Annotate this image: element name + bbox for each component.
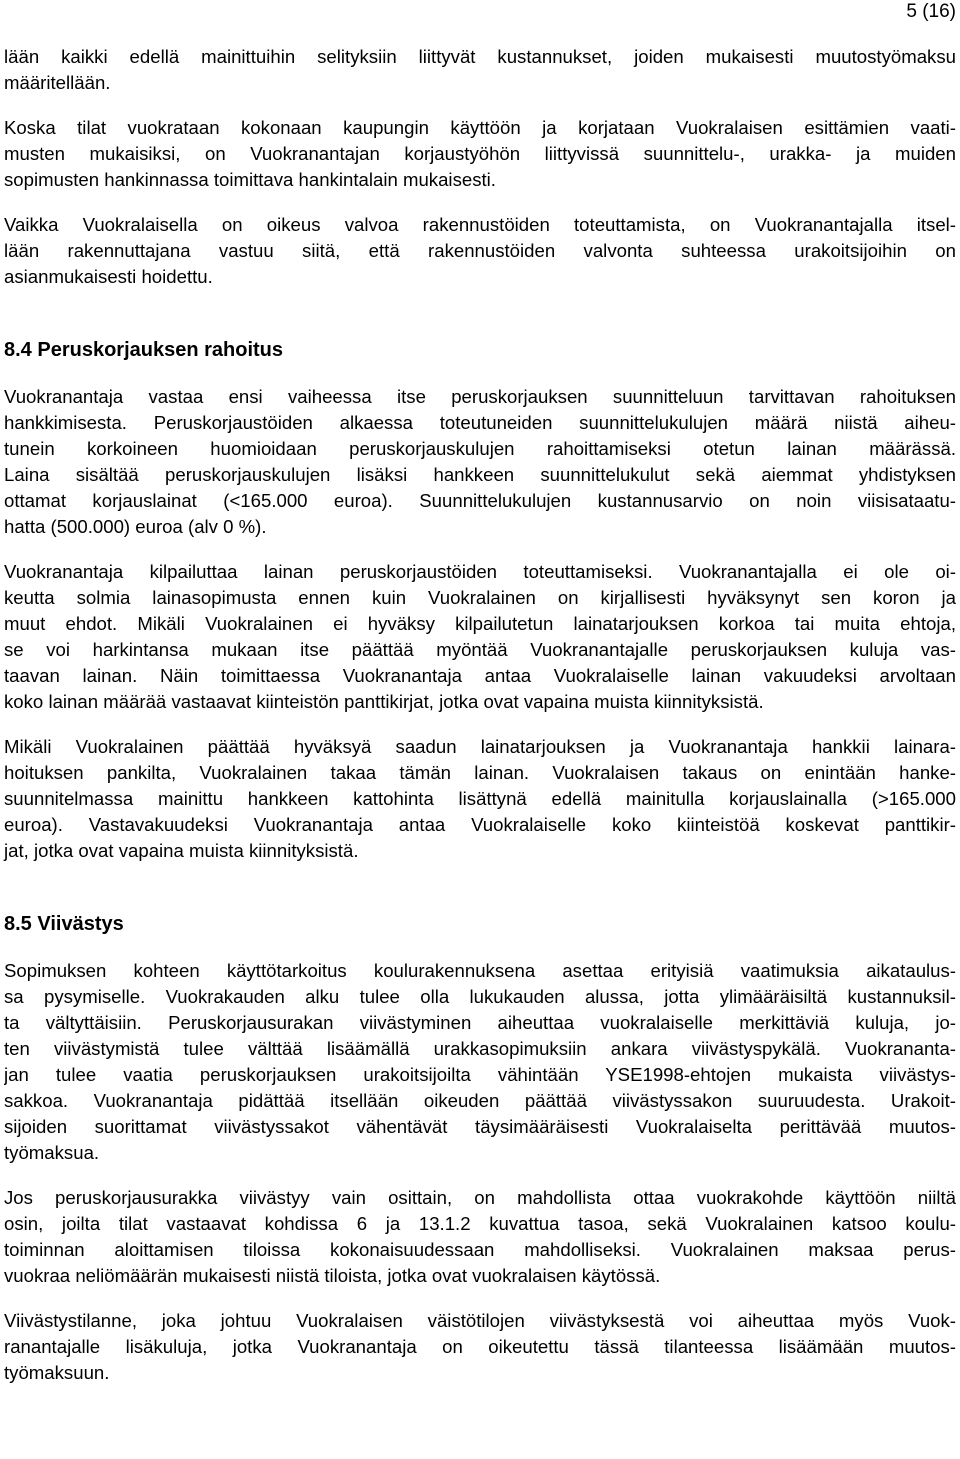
text-line: Vuokranantaja vastaa ensi vaiheessa itse peruskorjauksen suunnitteluun tarvittavan rahoituksen xyxy=(4,386,956,407)
paragraph-koska xyxy=(4,115,956,193)
text-line: lään kaikki edellä mainittuihin selityksiin liittyvät kustannukset, joiden mukaisesti muutostyömaksu xyxy=(4,46,956,67)
text-line: euroa). Vastavakuudeksi Vuokranantaja antaa Vuokralaiselle koko kiinteistöä koskevat panttikir- xyxy=(4,814,956,835)
text-line: osin, joilta tilat vastaavat kohdissa 6 ja 13.1.2 kuvattua tasoa, sekä Vuokralainen katsoo koulu- xyxy=(4,1213,956,1234)
intro-paragraph xyxy=(4,44,956,96)
paragraph-rahoitus-1 xyxy=(4,384,956,540)
text-line: Sopimuksen kohteen käyttötarkoitus koulurakennuksena asettaa erityisiä vaatimuksia aikataulus- xyxy=(4,960,956,981)
text-line: Koska tilat vuokrataan kokonaan kaupungin käyttöön ja korjataan Vuokralaisen esittämien vaati- xyxy=(4,117,956,138)
section-heading-8-5: 8.5 Viivästys xyxy=(4,913,124,935)
text-line: työmaksua. xyxy=(4,1142,100,1163)
text-line: ottamat korjauslainat (<165.000 euroa). Suunnittelukulujen kustannusarvio on noin viisisataatu- xyxy=(4,490,956,511)
text-line: musten mukaisiksi, on Vuokranantajan korjaustyöhön liittyvissä suunnittelu-, urakka- ja muiden xyxy=(4,143,956,164)
text-line: hankkimisesta. Peruskorjaustöiden alkaessa toteutuneiden suunnittelukulujen määrä niistä aiheu- xyxy=(4,412,956,433)
text-line: Vaikka Vuokralaisella on oikeus valvoa rakennustöiden toteuttamista, on Vuokranantajalla itsel- xyxy=(4,214,956,235)
paragraph-viivastys-3 xyxy=(4,1308,956,1386)
text-line: ta vältyttäisiin. Peruskorjausurakan viivästyminen aiheuttaa vuokralaiselle merkittäviä kuluja, jo- xyxy=(4,1012,956,1033)
section-heading-8-4: 8.4 Peruskorjauksen rahoitus xyxy=(4,339,284,361)
text-line: sakkoa. Vuokranantaja pidättää itsellään oikeuden päättää viivästyssakon suuruudesta. Urakoit- xyxy=(4,1090,956,1111)
text-line: vuokraa neliömäärän mukaisesti niistä tiloista, jotka ovat vuokralaisen käytössä. xyxy=(4,1265,661,1286)
text-line: ten viivästymistä tulee välttää lisäämällä urakkasopimuksiin ankara viivästyspykälä. Vuokrananta- xyxy=(4,1038,956,1059)
text-line: sopimusten hankinnassa toimittava hankintalain mukaisesti. xyxy=(4,169,496,190)
text-line: hoituksen pankilta, Vuokralainen takaa tämän lainan. Vuokralaisen takaus on enintään hanke- xyxy=(4,762,956,783)
document-body xyxy=(4,44,956,1386)
text-line: toiminnan aloittamisen tiloissa kokonaisuudessaan mahdolliseksi. Vuokralainen maksaa perus- xyxy=(4,1239,956,1260)
text-line: työmaksuun. xyxy=(4,1362,110,1383)
text-line: jan tulee vaatia peruskorjauksen urakoitsijoilta vähintään YSE1998-ehtojen mukaista viivästys- xyxy=(4,1064,956,1085)
text-line: sa pysymiselle. Vuokrakauden alku tulee olla lukukauden alussa, jotta ylimääräisiltä kustannuksil- xyxy=(4,986,956,1007)
text-line: määritellään. xyxy=(4,72,111,93)
text-line: Jos peruskorjausurakka viivästyy vain osittain, on mahdollista ottaa vuokrakohde käyttöön niiltä xyxy=(4,1187,956,1208)
page-number: 5 (16) xyxy=(906,1,956,22)
text-line: keutta solmia lainasopimusta ennen kuin Vuokralainen on kirjallisesti hyväksynyt sen koron ja xyxy=(4,587,956,608)
text-line: Viivästystilanne, joka johtuu Vuokralaisen väistötilojen viivästyksestä voi aiheuttaa myös Vuok- xyxy=(4,1310,956,1331)
text-line: tunein korkoineen huomioidaan peruskorjauskulujen rahoittamiseksi otetun lainan määrässä. xyxy=(4,438,956,459)
paragraph-vaikka xyxy=(4,212,956,290)
paragraph-viivastys-1 xyxy=(4,958,956,1166)
text-line: Vuokranantaja kilpailuttaa lainan peruskorjaustöiden toteuttamiseksi. Vuokranantajalla ei ole oi- xyxy=(4,561,956,582)
paragraph-viivastys-2 xyxy=(4,1185,956,1289)
text-line: taavan lainan. Näin toimittaessa Vuokranantaja antaa Vuokralaiselle lainan vakuudeksi arvoltaan xyxy=(4,665,956,686)
text-line: Laina sisältää peruskorjauskulujen lisäksi hankkeen suunnittelukulut sekä aiemmat yhdistyksen xyxy=(4,464,956,485)
paragraph-rahoitus-3 xyxy=(4,734,956,864)
text-line: muut ehdot. Mikäli Vuokralainen ei hyväksy kilpailutetun lainatarjouksen korkoa tai muita ehtoja, xyxy=(4,613,956,634)
text-line: lään rakennuttajana vastuu siitä, että rakennustöiden valvonta suhteessa urakoitsijoihin on xyxy=(4,240,956,261)
text-line: asianmukaisesti hoidettu. xyxy=(4,266,213,287)
text-line: ranantajalle lisäkuluja, jotka Vuokranantaja on oikeutettu tässä tilanteessa lisäämään muutos- xyxy=(4,1336,956,1357)
text-line: sijoiden suorittamat viivästyssakot vähentävät täysimääräisesti Vuokralaiselta perittävää muutos- xyxy=(4,1116,956,1137)
text-line: jat, jotka ovat vapaina muista kiinnityksistä. xyxy=(4,840,359,861)
text-line: se voi harkintansa mukaan itse päättää myöntää Vuokranantajalle peruskorjauksen kuluja vas- xyxy=(4,639,956,660)
text-line: Mikäli Vuokralainen päättää hyväksyä saadun lainatarjouksen ja Vuokranantaja hankkii lainara- xyxy=(4,736,956,757)
paragraph-rahoitus-2 xyxy=(4,559,956,715)
text-line: suunnitelmassa mainittu hankkeen kattohinta lisättynä edellä mainitulla korjauslainalla (>165.000 xyxy=(4,788,956,809)
text-line: koko lainan määrää vastaavat kiinteistön panttikirjat, jotka ovat vapaina muista kiinnityksistä. xyxy=(4,691,764,712)
text-line: hatta (500.000) euroa (alv 0 %). xyxy=(4,516,267,537)
